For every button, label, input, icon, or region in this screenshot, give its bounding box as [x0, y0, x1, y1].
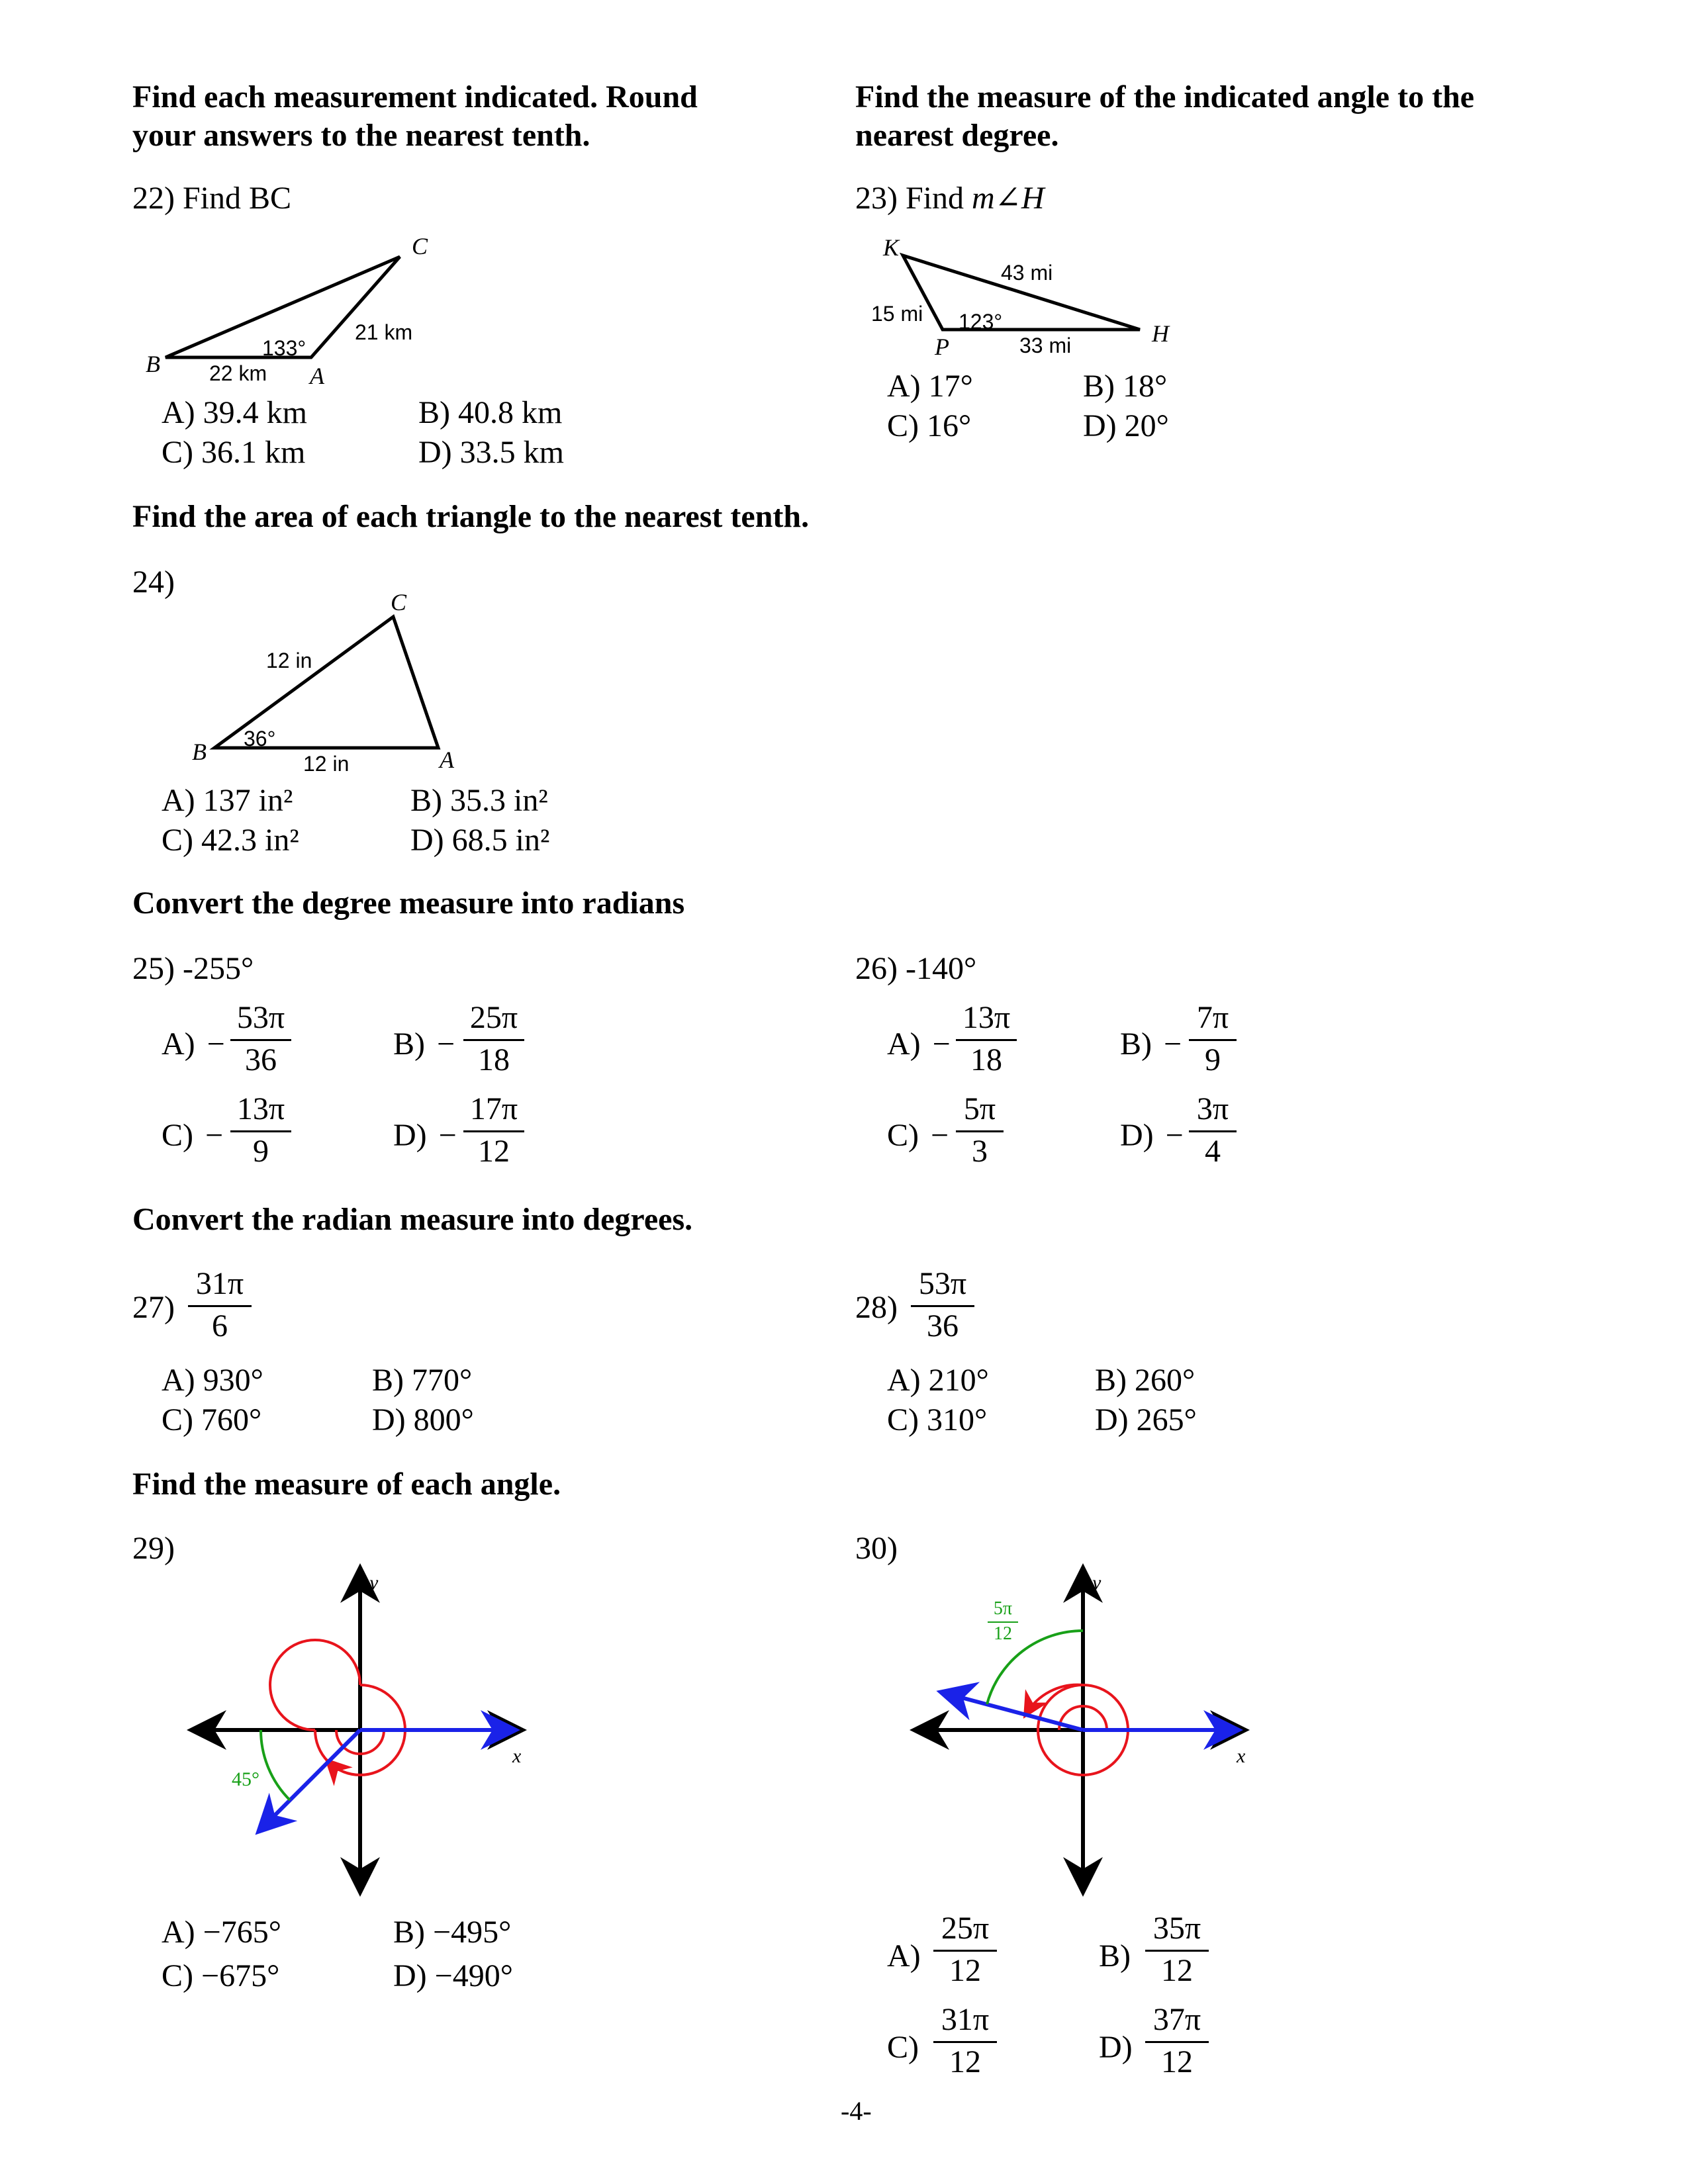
q23-vertex-p: P	[935, 334, 949, 360]
question-28-label: 28)	[855, 1290, 898, 1325]
q29-choice-c[interactable]: C) −675°	[162, 1958, 280, 1993]
q27-fraction: 31π 6	[188, 1265, 252, 1345]
question-24-label: 24)	[132, 565, 175, 600]
q30-choice-b-fraction: 35π 12	[1145, 1910, 1209, 1989]
q26-choice-c[interactable]: C) −	[887, 1118, 949, 1153]
q22-vertex-b: B	[146, 351, 160, 377]
q22-vertex-a: A	[310, 363, 324, 389]
q29-choice-d[interactable]: D) −490°	[393, 1958, 513, 1993]
section-heading-deg-to-rad: Convert the degree measure into radians	[132, 886, 685, 921]
q23-choice-b[interactable]: B) 18°	[1083, 369, 1168, 404]
q26-choice-b[interactable]: B) −	[1120, 1026, 1182, 1062]
q28-choice-d[interactable]: D) 265°	[1095, 1402, 1197, 1437]
q25-choice-d[interactable]: D) −	[393, 1118, 457, 1153]
q27-choice-b[interactable]: B) 770°	[372, 1363, 473, 1398]
q26-choice-d[interactable]: D) −	[1120, 1118, 1184, 1153]
q26-choice-d-fraction: 3π 4	[1189, 1091, 1237, 1170]
q24-vertex-b: B	[192, 739, 207, 765]
q29-x-label: x	[512, 1745, 522, 1767]
q30-choice-d-fraction: 37π 12	[1145, 2001, 1209, 2081]
question-25-label: 25) -255°	[132, 951, 254, 986]
q28-choice-b[interactable]: B) 260°	[1095, 1363, 1196, 1398]
q30-y-label: y	[1092, 1572, 1102, 1594]
q25-choice-a[interactable]: A) −	[162, 1026, 225, 1062]
q23-choice-c[interactable]: C) 16°	[887, 408, 972, 443]
q24-choice-a[interactable]: A) 137 in²	[162, 783, 293, 818]
q30-choice-a[interactable]: A)	[887, 1938, 921, 1974]
q28-choice-a[interactable]: A) 210°	[887, 1363, 989, 1398]
section-heading-angle: Find the measure of the indicated angle to the nearest degree.	[855, 79, 1475, 153]
q25-choice-b[interactable]: B) −	[393, 1026, 455, 1062]
q27-choice-d[interactable]: D) 800°	[372, 1402, 474, 1437]
q26-choice-a-fraction: 13π 18	[956, 999, 1017, 1079]
q24-side-ba: 12 in	[303, 752, 350, 776]
q23-choice-d[interactable]: D) 20°	[1083, 408, 1169, 443]
q26-choice-b-fraction: 7π 9	[1189, 999, 1237, 1079]
q28-fraction: 53π 36	[911, 1265, 974, 1345]
q24-choice-c[interactable]: C) 42.3 in²	[162, 823, 299, 858]
q25-choice-c[interactable]: C) −	[162, 1118, 224, 1153]
question-22-label: 22) Find BC	[132, 181, 292, 216]
q30-angle-label: 5π 12	[988, 1598, 1018, 1645]
q29-choice-b[interactable]: B) −495°	[393, 1915, 512, 1950]
q27-choice-a[interactable]: A) 930°	[162, 1363, 263, 1398]
q22-angle: 133°	[262, 336, 306, 360]
q24-choice-d[interactable]: D) 68.5 in²	[410, 823, 550, 858]
q22-side-ca: 21 km	[355, 320, 413, 344]
q23-side-kp: 15 mi	[871, 302, 923, 326]
q30-choice-b[interactable]: B)	[1099, 1938, 1131, 1974]
q22-vertex-c: C	[412, 233, 428, 259]
q30-choice-d[interactable]: D)	[1099, 2030, 1133, 2065]
q30-choice-c-fraction: 31π 12	[933, 2001, 997, 2081]
q25-choice-c-fraction: 13π 9	[230, 1091, 291, 1170]
q28-choice-c[interactable]: C) 310°	[887, 1402, 988, 1437]
question-27-label: 27)	[132, 1290, 175, 1325]
question-23-label: 23) Find m∠H	[855, 181, 1045, 216]
question-26-label: 26) -140°	[855, 951, 977, 986]
q22-choice-d[interactable]: D) 33.5 km	[418, 435, 564, 470]
q24-choice-b[interactable]: B) 35.3 in²	[410, 783, 548, 818]
q23-vertex-h: H	[1152, 320, 1169, 347]
q23-side-kh: 43 mi	[1001, 261, 1053, 285]
q25-choice-a-fraction: 53π 36	[230, 999, 291, 1079]
q24-angle: 36°	[244, 727, 276, 751]
q24-vertex-c: C	[391, 589, 407, 615]
q29-y-label: y	[369, 1572, 379, 1594]
q30-choice-a-fraction: 25π 12	[933, 1910, 997, 1989]
q30-choice-c[interactable]: C)	[887, 2030, 919, 2065]
q25-choice-b-fraction: 25π 18	[463, 999, 524, 1079]
section-heading-measure-angle: Find the measure of each angle.	[132, 1467, 561, 1502]
q23-angle: 123°	[959, 310, 1003, 334]
q24-vertex-a: A	[440, 747, 454, 773]
q23-vertex-k: K	[883, 234, 900, 261]
q30-terminal-side	[944, 1693, 1083, 1730]
q22-choice-a[interactable]: A) 39.4 km	[162, 395, 307, 430]
q26-choice-a[interactable]: A) −	[887, 1026, 951, 1062]
q22-side-ba: 22 km	[209, 361, 267, 385]
q22-choice-b[interactable]: B) 40.8 km	[418, 395, 563, 430]
q26-choice-c-fraction: 5π 3	[956, 1091, 1004, 1170]
q23-angle-expression: m∠H	[972, 181, 1045, 216]
page-number: -4-	[841, 2096, 872, 2126]
question-29-label: 29)	[132, 1531, 175, 1566]
section-heading-area: Find the area of each triangle to the nearest tenth.	[132, 499, 810, 534]
section-heading-measurement: Find each measurement indicated. Round your answers to the nearest tenth.	[132, 79, 698, 153]
q23-side-ph: 33 mi	[1019, 334, 1072, 357]
q27-choice-c[interactable]: C) 760°	[162, 1402, 262, 1437]
q24-side-bc: 12 in	[266, 649, 312, 672]
section-heading-rad-to-deg: Convert the radian measure into degrees.	[132, 1202, 693, 1237]
q29-choice-a[interactable]: A) −765°	[162, 1915, 281, 1950]
question-30-label: 30)	[855, 1531, 898, 1566]
q25-choice-d-fraction: 17π 12	[463, 1091, 524, 1170]
q29-angle-label: 45°	[232, 1768, 259, 1790]
q23-choice-a[interactable]: A) 17°	[887, 369, 973, 404]
q22-choice-c[interactable]: C) 36.1 km	[162, 435, 306, 470]
q30-x-label: x	[1237, 1745, 1246, 1767]
